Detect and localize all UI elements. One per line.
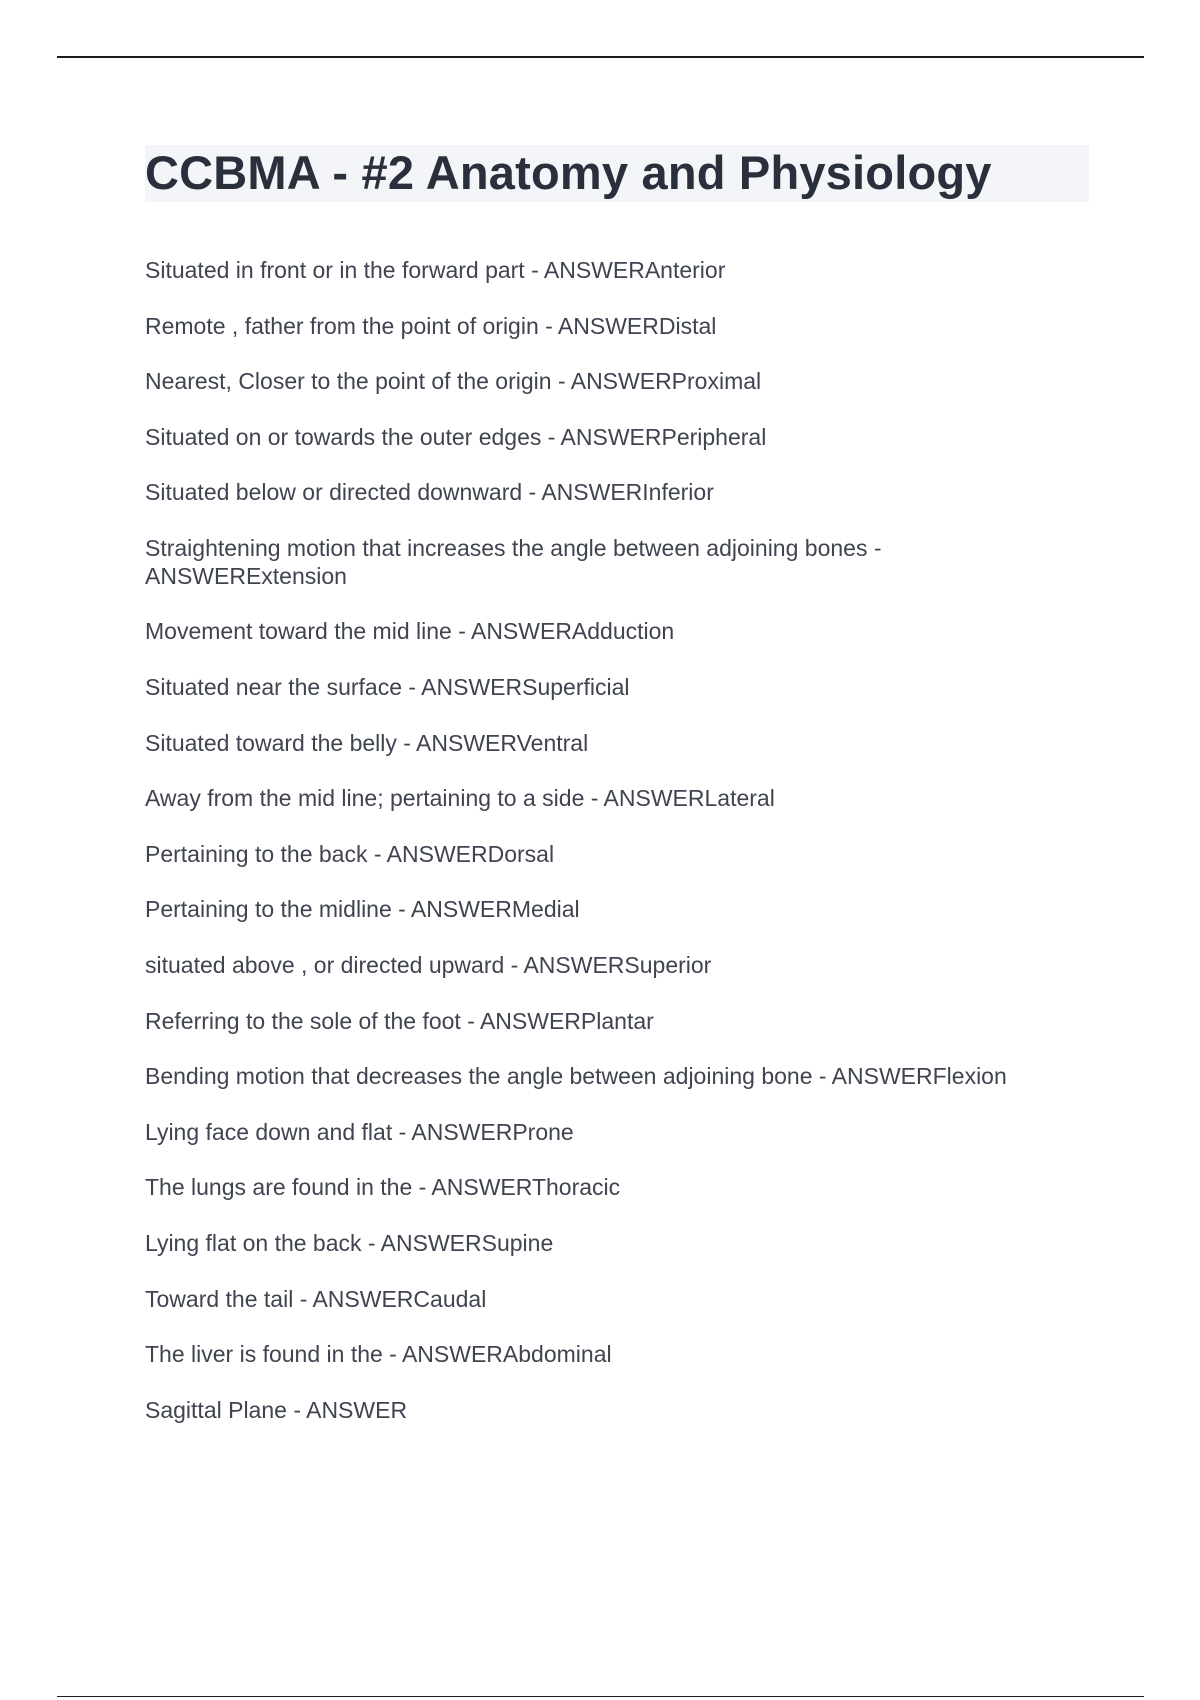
qa-item: Pertaining to the back - ANSWERDorsal — [145, 841, 555, 867]
qa-item: situated above , or directed upward - ANSWERSuperior — [145, 952, 712, 978]
qa-item: Movement toward the mid line - ANSWERAdduction — [145, 618, 675, 644]
qa-item: Situated in front or in the forward part - ANSWERAnterior — [145, 257, 726, 283]
qa-item: The liver is found in the - ANSWERAbdominal — [145, 1341, 612, 1367]
qa-item: Nearest, Closer to the point of the origin - ANSWERProximal — [145, 368, 762, 394]
qa-item: Bending motion that decreases the angle between adjoining bone - ANSWERFlexion — [145, 1063, 1007, 1089]
top-rule — [57, 56, 1144, 58]
qa-item: Pertaining to the midline - ANSWERMedial — [145, 896, 580, 922]
qa-item: The lungs are found in the - ANSWERThoracic — [145, 1174, 621, 1200]
qa-item: Remote , father from the point of origin - ANSWERDistal — [145, 313, 717, 339]
qa-item: Lying face down and flat - ANSWERProne — [145, 1119, 574, 1145]
qa-item: Referring to the sole of the foot - ANSWERPlantar — [145, 1008, 654, 1034]
bottom-rule — [57, 1696, 1144, 1697]
document-title: CCBMA - #2 Anatomy and Physiology — [145, 146, 992, 199]
qa-item: Situated toward the belly - ANSWERVentral — [145, 730, 589, 756]
qa-item: Situated below or directed downward - ANSWERInferior — [145, 479, 714, 505]
qa-item: Lying flat on the back - ANSWERSupine — [145, 1230, 554, 1256]
qa-item: Situated near the surface - ANSWERSuperficial — [145, 674, 630, 700]
qa-item: Toward the tail - ANSWERCaudal — [145, 1286, 487, 1312]
qa-item: Away from the mid line; pertaining to a side - ANSWERLateral — [145, 785, 775, 811]
qa-item: Sagittal Plane - ANSWER — [145, 1397, 408, 1423]
qa-item: Situated on or towards the outer edges - ANSWERPeripheral — [145, 424, 767, 450]
qa-item: Straightening motion that increases the angle between adjoining bones - ANSWERExtension — [145, 535, 882, 589]
